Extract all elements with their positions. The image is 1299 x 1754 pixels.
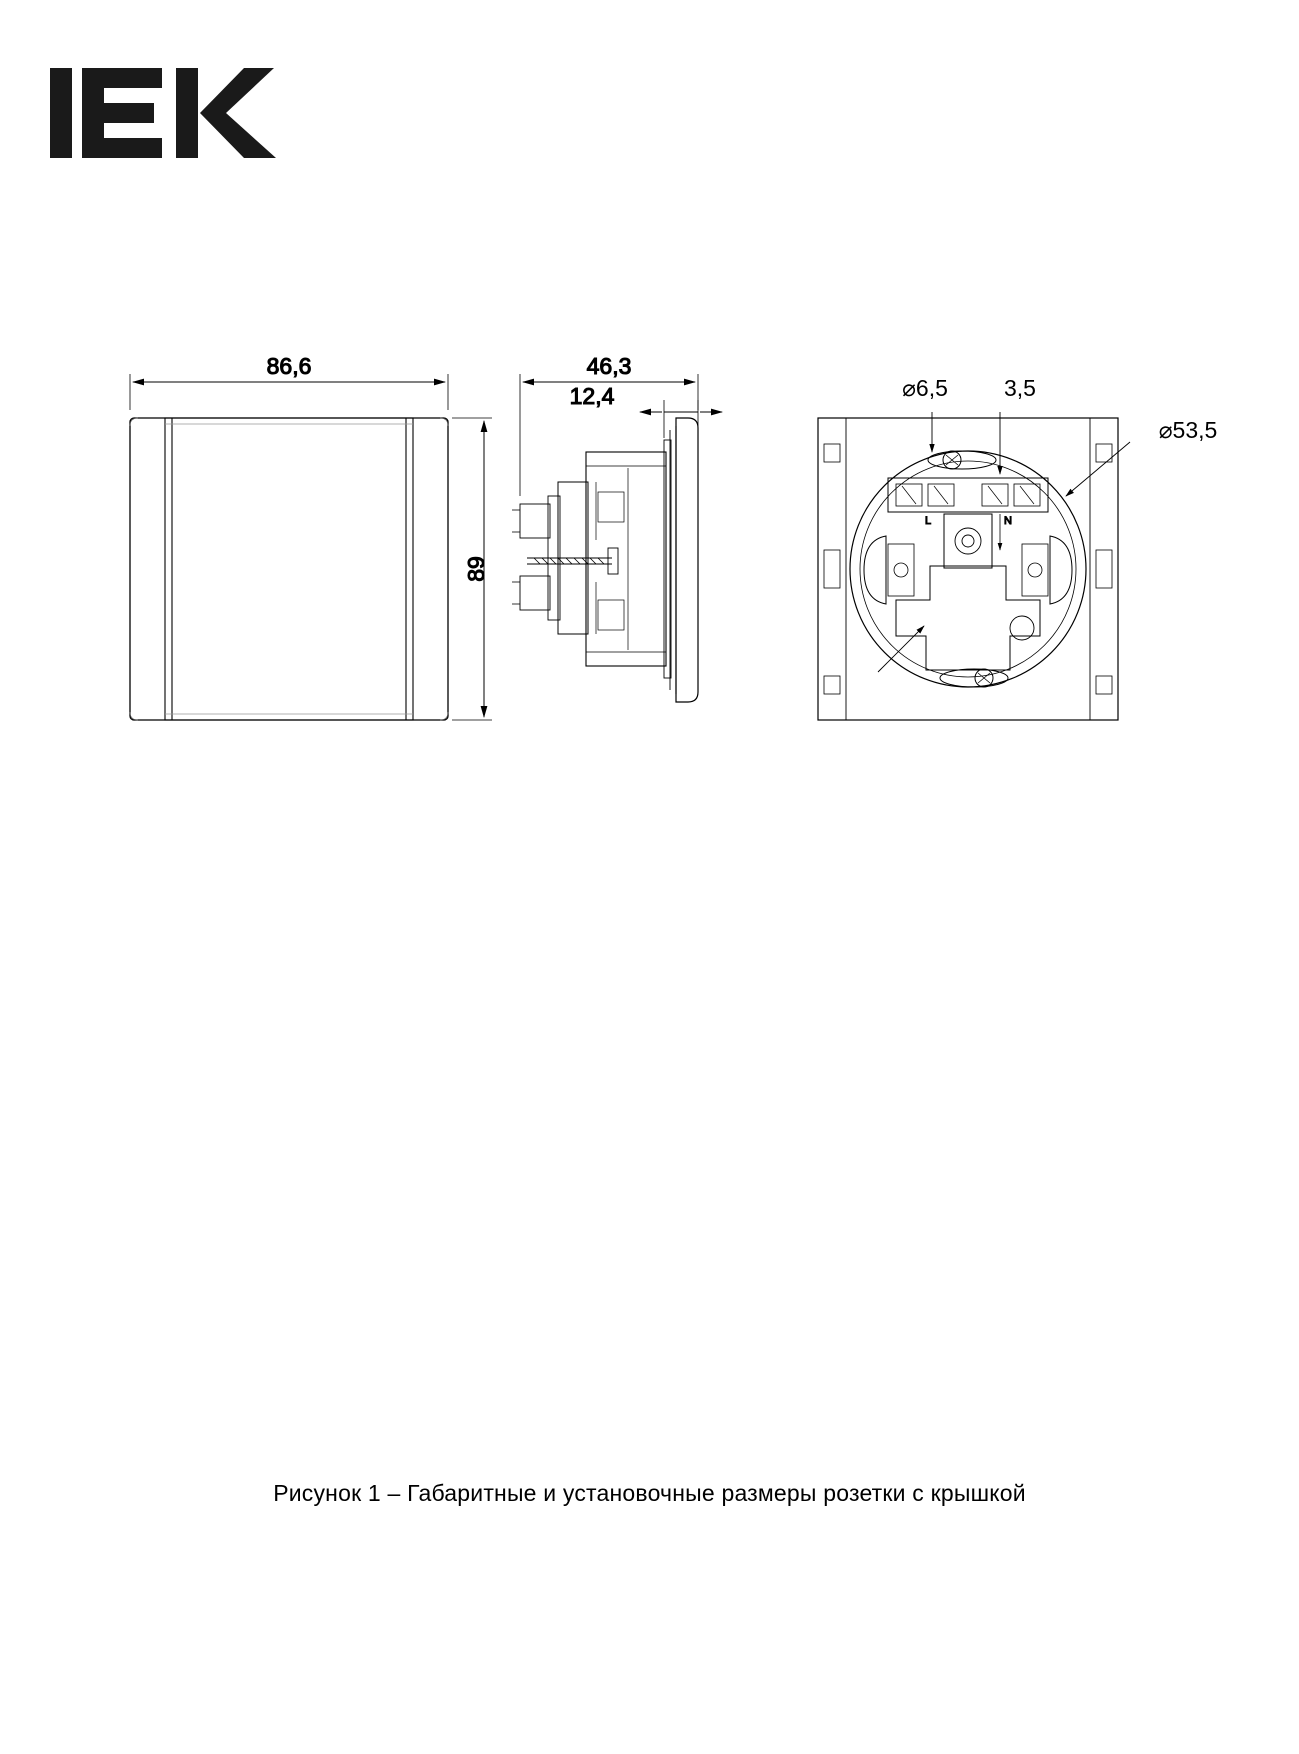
dimension-width: [130, 374, 448, 410]
dimension-depth-frame: [640, 400, 722, 438]
screw-hole-top: [928, 451, 996, 469]
dimension-height-label: 89: [463, 556, 489, 582]
figure-caption: Рисунок 1 – Габаритные и установочные размеры розетки с крышкой: [273, 1480, 1026, 1506]
technical-drawing: [0, 300, 1299, 780]
terminal-n-label: N: [1004, 515, 1012, 527]
dimension-claw-gap-label: 3,5: [1004, 375, 1036, 401]
rear-view: [818, 418, 1118, 720]
front-view: [130, 418, 448, 720]
side-view: [512, 418, 698, 702]
leader-lines: [878, 412, 1130, 672]
dimension-depth-total-label: 46,3: [586, 353, 632, 379]
screw-hole-bottom: [940, 669, 1008, 687]
iek-logo: [48, 60, 278, 165]
dimension-hole-diameter-label: ⌀6,5: [902, 375, 948, 401]
terminal-l-label: L: [924, 515, 932, 527]
dimension-depth-frame-label: 12,4: [569, 383, 615, 409]
dimension-body-diameter-label: ⌀53,5: [1158, 417, 1218, 443]
dimension-width-label: 86,6: [266, 353, 312, 379]
